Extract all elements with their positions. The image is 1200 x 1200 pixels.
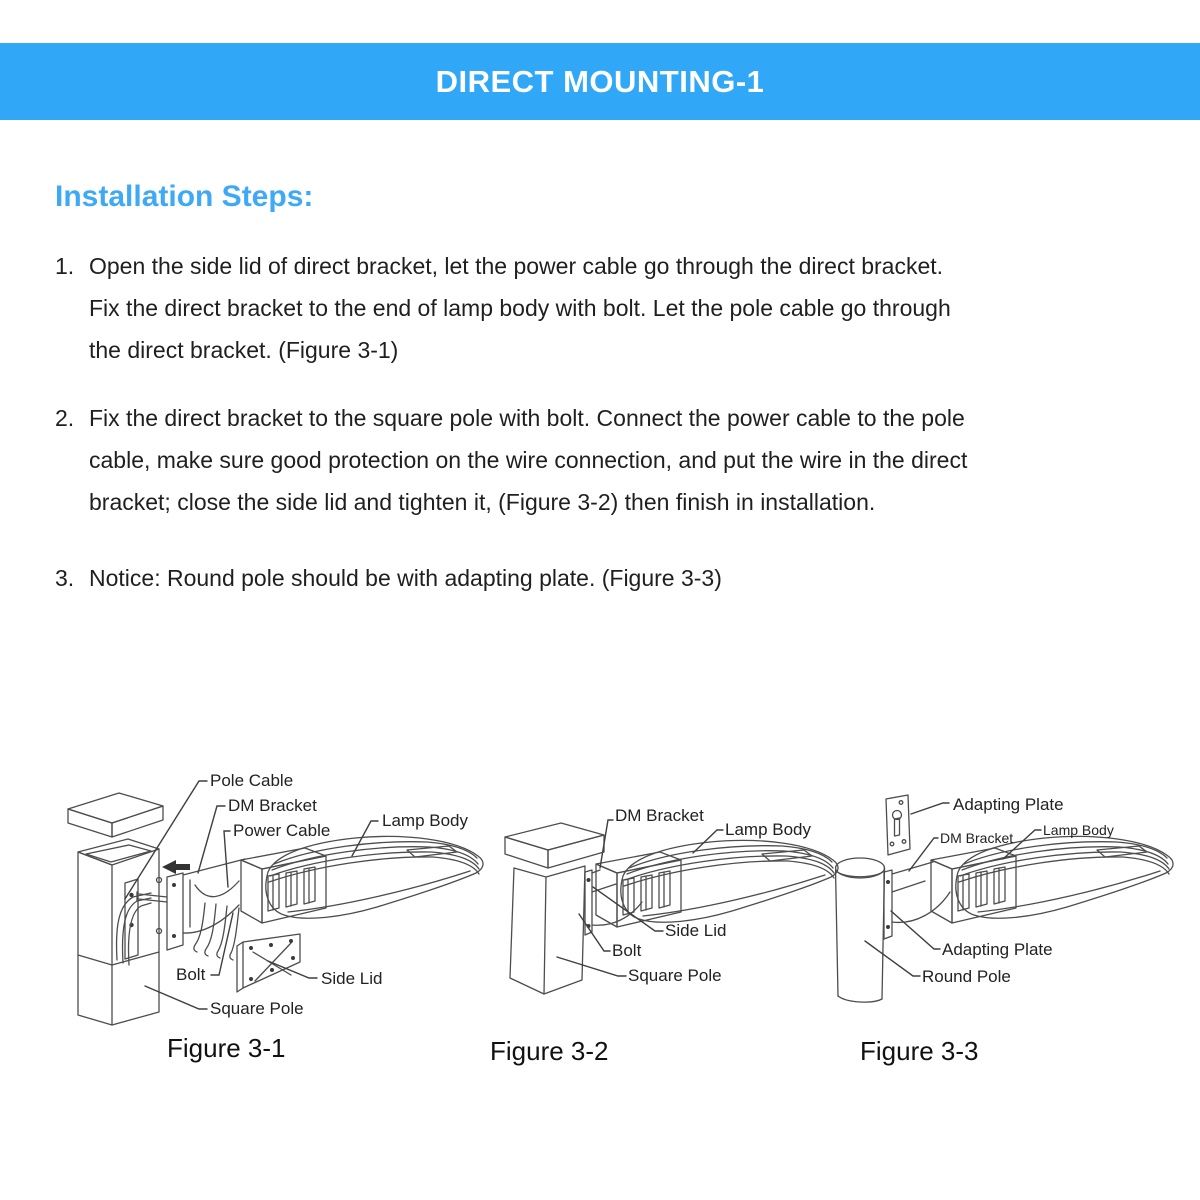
side-lid-drawing	[237, 934, 300, 992]
installation-steps	[55, 245, 1155, 599]
label-dm-bracket: DM Bracket	[228, 796, 317, 815]
label-bolt: Bolt	[176, 965, 206, 984]
label-adapting-plate-top: Adapting Plate	[953, 795, 1064, 814]
installation-step-1	[55, 245, 1155, 371]
figure-caption: Figure 3-3	[860, 1036, 979, 1066]
label-pole-cable: Pole Cable	[210, 771, 294, 790]
driver-box-drawing	[596, 852, 681, 927]
label-square-pole: Square Pole	[628, 966, 722, 985]
page-title: DIRECT MOUNTING-1	[435, 63, 765, 99]
label-round-pole: Round Pole	[922, 967, 1011, 986]
section-heading: Installation Steps:	[55, 180, 314, 213]
installation-step-2	[55, 397, 1155, 523]
label-side-lid: Side Lid	[321, 969, 383, 988]
step-number: 1.	[55, 253, 75, 279]
step-number: 3.	[55, 565, 75, 591]
label-dm-bracket: DM Bracket	[940, 830, 1014, 846]
step-text: Open the side lid of direct bracket, let the power cable go through the direct bracket. Fix the direct bracket to the end of lamp body with bolt. Let the pole cable go through the direct bracket. (Figure 3-1)	[89, 253, 951, 363]
pole-cable-drawing	[117, 893, 151, 965]
step-number: 2.	[55, 405, 75, 431]
round-pole-drawing	[836, 858, 885, 1002]
square-pole-drawing	[78, 839, 159, 1025]
figure-3-3-drawing	[835, 770, 1200, 1075]
square-pole-drawing	[505, 823, 604, 994]
adapting-plate-drawing	[886, 795, 910, 855]
pole-cap-drawing	[68, 793, 163, 837]
label-lamp-body: Lamp Body	[1043, 822, 1114, 838]
dm-bracket-drawing	[884, 862, 950, 939]
step-text: Notice: Round pole should be with adapting plate. (Figure 3-3)	[89, 565, 722, 591]
label-square-pole: Square Pole	[210, 999, 304, 1018]
figure-3-3	[835, 770, 1200, 1075]
figure-caption: Figure 3-1	[167, 1033, 286, 1063]
label-lamp-body: Lamp Body	[382, 811, 468, 830]
direction-arrow-icon	[162, 860, 190, 874]
label-power-cable: Power Cable	[233, 821, 331, 840]
dm-bracket-drawing	[157, 859, 246, 950]
label-bolt: Bolt	[612, 941, 642, 960]
label-lamp-body: Lamp Body	[725, 820, 811, 839]
label-adapting-plate-bottom: Adapting Plate	[942, 940, 1053, 959]
driver-box-drawing	[241, 848, 326, 923]
header-bar	[0, 43, 1200, 120]
step-text: Fix the direct bracket to the square pole with bolt. Connect the power cable to the pole cable, make sure good protection on the wire connection, and put the wire in the direct bracket; close the side lid and tighten it, (Figure 3-2) then finish in installation.	[89, 405, 968, 515]
label-side-lid: Side Lid	[665, 921, 727, 940]
installation-step-3	[55, 557, 1155, 599]
label-dm-bracket: DM Bracket	[615, 806, 704, 825]
figure-3-1	[55, 765, 500, 1075]
figure-caption: Figure 3-2	[490, 1036, 609, 1066]
figure-3-2	[490, 780, 840, 1080]
